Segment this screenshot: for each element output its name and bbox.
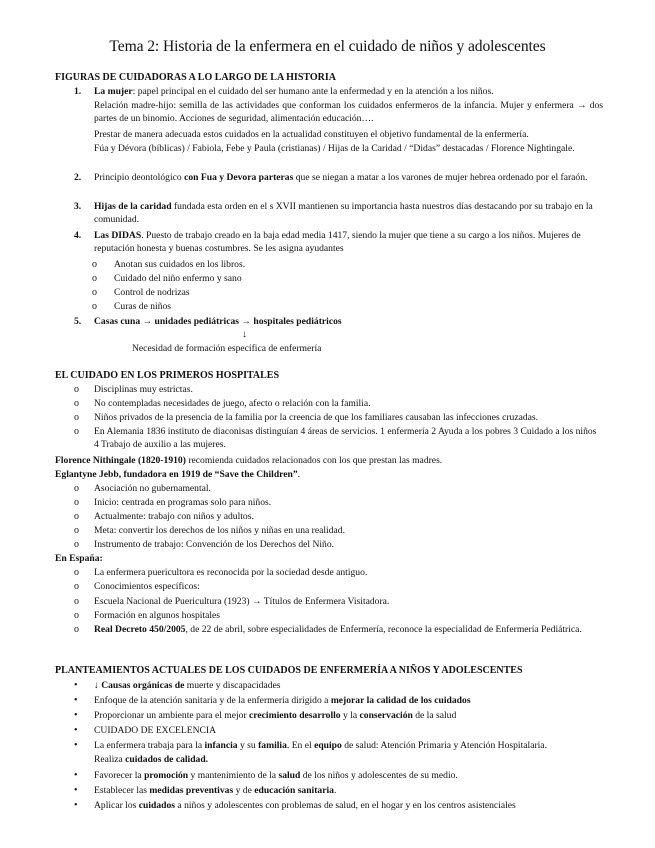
- paragraph-en-espana: En España:: [55, 553, 103, 564]
- list-item-las-didas: Las DIDAS. Puesto de trabajo creado en la baja edad media 1417, siendo la mujer que tiene a su cargo a los niños. Mujeres de reputación honesta y buenas costumbres. Se les asigna ayudantes: [94, 230, 581, 255]
- bullet-o-icon: o: [74, 596, 79, 607]
- section-heading-primeros-hospitales: EL CUIDADO EN LOS PRIMEROS HOSPITALES: [55, 370, 280, 381]
- list-item: Formación en algunos hospitales: [94, 610, 221, 621]
- bullet-o-icon: o: [74, 497, 79, 508]
- term-la-mujer: La mujer: [94, 86, 133, 97]
- list-item-hijas-caridad: Hijas de la caridad fundada esta orden en el s XVII mantienen su importancia hasta nuestros días destacando por su trabajo en la comunidad.: [94, 201, 593, 226]
- list-item: Aplicar los cuidados a niños y adolescentes con problemas de salud, en el hogar y en los centros asistenciales: [94, 800, 516, 811]
- bullet-o-icon: o: [92, 301, 97, 312]
- bullet-icon: •: [74, 710, 78, 721]
- note-formacion: Necesidad de formación específica de enfermería: [132, 343, 322, 354]
- bullet-o-icon: o: [74, 511, 79, 522]
- bullet-icon: •: [74, 695, 78, 706]
- list-item: Meta: convertir los derechos de los niños y niñas en una realidad.: [94, 525, 345, 536]
- list-item-real-decreto: Real Decreto 450/2005, de 22 de abril, sobre especialidades de Enfermería, reconoce la especialidad de Enfermería Pediátrica.: [94, 624, 582, 635]
- list-item: Favorecer la promoción y mantenimiento de la salud de los niños y adolescentes de su medio.: [94, 770, 458, 781]
- bullet-o-icon: o: [74, 483, 79, 494]
- paragraph-eglantyne: Eglantyne Jebb, fundadora en 1919 de “Save the Children”.: [55, 469, 301, 480]
- list-number: 4.: [74, 230, 82, 241]
- list-item: Conocimientos específicos:: [94, 581, 200, 592]
- list-item: ↓ Causas orgánicas de muerte y discapacidades: [94, 680, 281, 691]
- bullet-icon: •: [74, 680, 78, 691]
- list-item: Actualmente: trabajo con niños y adultos.: [94, 511, 254, 522]
- list-item: Asociación no gubernamental.: [94, 483, 211, 494]
- bullet-o-icon: o: [74, 539, 79, 550]
- list-item: Escuela Nacional de Puericultura (1923) → Títulos de Enfermera Visitadora.: [94, 596, 390, 607]
- bullet-o-icon: o: [74, 398, 79, 409]
- sub-list-item: Control de nodrizas: [114, 287, 190, 298]
- list-item: Enfoque de la atención sanitaria y de la enfermería dirigido a mejorar la calidad de los cuidados: [94, 695, 471, 706]
- paragraph-madre-hijo: Relación madre-hijo: semilla de las actividades que conforman los cuidados enfermeros de la infancia. Mujer y enfermera → dos partes de un binomio. Acciones de seguridad, alimentación educación….: [94, 100, 603, 125]
- list-item: Instrumento de trabajo: Convención de los Derechos del Niño.: [94, 539, 335, 550]
- list-item: Disciplinas muy estrictas.: [94, 384, 193, 395]
- sub-list-item: Curas de niños: [114, 301, 172, 312]
- list-number: 1.: [74, 86, 82, 97]
- bullet-o-icon: o: [74, 384, 79, 395]
- bullet-o-icon: o: [74, 567, 79, 578]
- paragraph-figuras-nombres: Fúa y Dévora (bíblicas) / Fabiola, Febe y Paula (cristianas) / Hijas de la Caridad / “Didas” destacadas / Florence Nightingale.: [94, 143, 575, 154]
- bullet-o-icon: o: [74, 426, 79, 437]
- document-title: Tema 2: Historia de la enfermera en el cuidado de niños y adolescentes: [109, 38, 546, 55]
- list-item: En Alemania 1836 instituto de diaconisas distinguían 4 áreas de servicios. 1 enfermería 2 Ayuda a los pobres 3 Cuidado a los niños 4 Trabajo de auxilio a las mujeres.: [94, 426, 597, 451]
- section-heading-figuras: FIGURAS DE CUIDADORAS A LO LARGO DE LA HISTORIA: [55, 72, 336, 83]
- bullet-o-icon: o: [74, 624, 79, 635]
- bullet-o-icon: o: [74, 412, 79, 423]
- list-item-la-mujer: La mujer: papel principal en el cuidado del ser humano ante la enfermedad y en la atención a los niños.: [94, 86, 494, 97]
- bullet-icon: •: [74, 740, 78, 751]
- bullet-o-icon: o: [92, 259, 97, 270]
- list-item: La enfermera trabaja para la infancia y su familia. En el equipo de salud: Atención Primaria y Atención Hospitalaria.: [94, 740, 547, 751]
- arrow-down-icon: ↓: [242, 329, 247, 340]
- list-item: La enfermera puericultora es reconocida por la sociedad desde antiguo.: [94, 567, 368, 578]
- bullet-o-icon: o: [74, 581, 79, 592]
- bullet-o-icon: o: [74, 610, 79, 621]
- list-item: Niños privados de la presencia de la familia por la creencia de que los familiares causaban las infecciones cruzadas.: [94, 412, 539, 423]
- list-number: 2.: [74, 172, 82, 183]
- bullet-o-icon: o: [92, 287, 97, 298]
- bullet-o-icon: o: [92, 273, 97, 284]
- list-number: 5.: [74, 316, 82, 327]
- list-item-continuation: Realiza cuidados de calidad.: [94, 754, 209, 765]
- bullet-icon: •: [74, 800, 78, 811]
- bullet-icon: •: [74, 725, 78, 736]
- bullet-icon: •: [74, 770, 78, 781]
- list-item-casas-cuna: Casas cuna → unidades pediátricas → hospitales pediátricos: [94, 316, 342, 327]
- bullet-o-icon: o: [74, 525, 79, 536]
- list-item-principio-deontologico: Principio deontológico con Fua y Devora parteras que se niegan a matar a los varones de mujer hebrea ordenado por el faraón.: [94, 172, 588, 183]
- section-heading-planteamientos: PLANTEAMIENTOS ACTUALES DE LOS CUIDADOS DE ENFERMERÍA A NIÑOS Y ADOLESCENTES: [55, 665, 523, 676]
- list-item: Proporcionar un ambiente para el mejor crecimiento desarrollo y la conservación de la salud: [94, 710, 457, 721]
- list-item: No contempladas necesidades de juego, afecto o relación con la familia.: [94, 398, 371, 409]
- paragraph-florence: Florence Nithingale (1820-1910) recomienda cuidados relacionados con los que prestan las madres.: [55, 455, 443, 466]
- sub-list-item: Anotan sus cuidados en los libros.: [114, 259, 246, 270]
- list-item: Inicio: centrada en programas solo para niños.: [94, 497, 272, 508]
- bullet-icon: •: [74, 785, 78, 796]
- sub-list-item: Cuidado del niño enfermo y sano: [114, 273, 242, 284]
- list-item: CUIDADO DE EXCELENCIA: [94, 725, 217, 736]
- list-item: Establecer las medidas preventivas y de educación sanitaria.: [94, 785, 337, 796]
- paragraph-objetivo: Prestar de manera adecuada estos cuidados en la actualidad constituyen el objetivo fundamental de la enfermería.: [94, 129, 529, 140]
- list-number: 3.: [74, 201, 82, 212]
